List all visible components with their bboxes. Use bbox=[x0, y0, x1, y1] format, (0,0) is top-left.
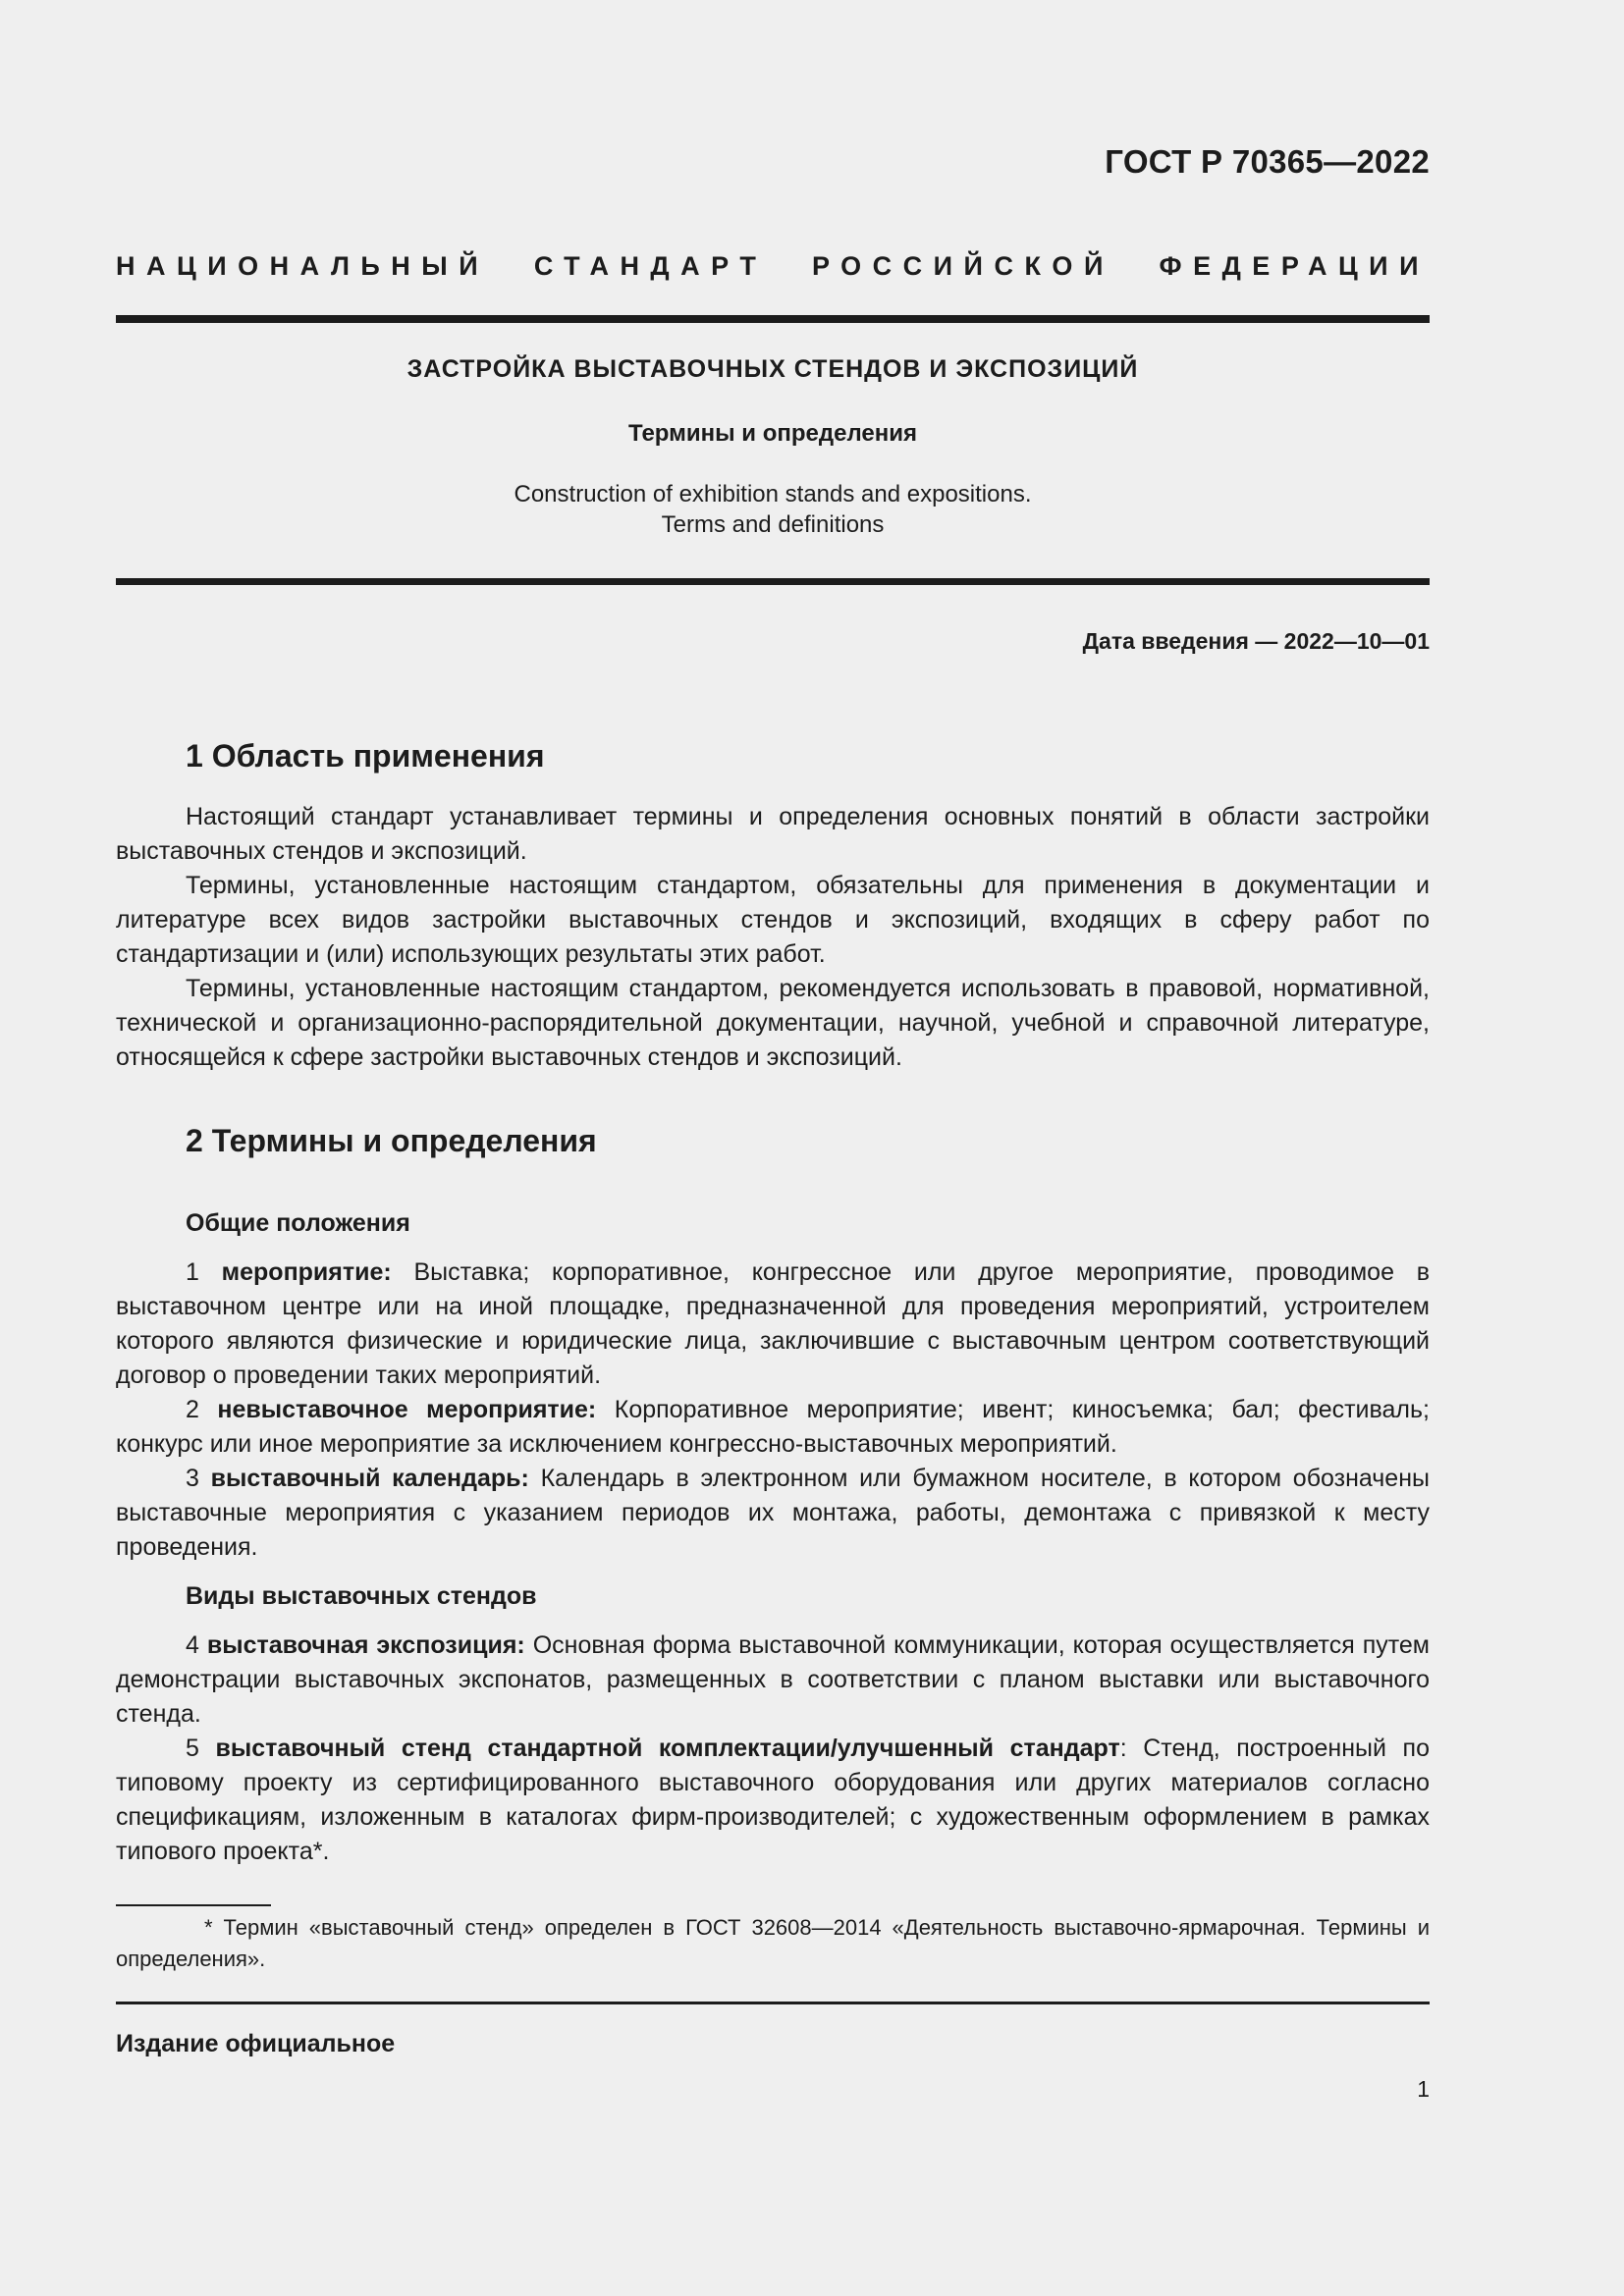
term-entry bbox=[116, 1629, 1430, 1732]
paragraph: Термины, установленные настоящим стандартом, обязательны для применения в документации и литературе всех видов застройки выставочных стендов и экспозиций, входящих в сферу работ по стандартизации и (или) использующих результаты этих работ. bbox=[116, 872, 1430, 968]
terms-stand-types bbox=[116, 1629, 1430, 1869]
english-title bbox=[116, 479, 1430, 540]
subsection-stand-types-heading: Виды выставочных стендов bbox=[186, 1582, 537, 1610]
document-title: ЗАСТРОЙКА ВЫСТАВОЧНЫХ СТЕНДОВ И ЭКСПОЗИЦИЙ bbox=[406, 355, 1139, 383]
english-title-line2: Terms and definitions bbox=[661, 511, 885, 538]
section-2-heading: 2 Термины и определения bbox=[186, 1123, 597, 1158]
subsection-general-heading: Общие положения bbox=[186, 1209, 410, 1237]
term-name: выставочная экспозиция: bbox=[206, 1631, 525, 1659]
terms-general bbox=[116, 1255, 1430, 1565]
edition-label: Издание официальное bbox=[116, 2030, 396, 2057]
term-definition: Календарь в электронном или бумажном носителе, в котором обозначены выставочные мероприятия с указанием периодов их монтажа, работы, демонтажа с привязкой к месту проведения. bbox=[116, 1465, 1430, 1561]
page-number: 1 bbox=[1417, 2076, 1430, 2102]
term-definition: : Стенд, построенный по типовому проекту из сертифицированного выставочного оборудования или других материалов согласно спецификациям, изложенным в каталогах фирм-производителей; с художественным оформлением в рамках типового проекта*. bbox=[116, 1735, 1430, 1865]
term-name: выставочный календарь: bbox=[210, 1465, 529, 1492]
introduction-date: Дата введения — 2022—10—01 bbox=[1082, 628, 1430, 654]
document-subtitle: Термины и определения bbox=[627, 420, 918, 447]
term-name: мероприятие: bbox=[221, 1258, 392, 1286]
term-name: выставочный стенд стандартной комплектации/улучшенный стандарт bbox=[215, 1735, 1120, 1762]
paragraph: Настоящий стандарт устанавливает термины и определения основных понятий в области застройки выставочных стендов и экспозиций. bbox=[116, 803, 1430, 865]
term-name: невыставочное мероприятие: bbox=[217, 1396, 597, 1423]
footnote: * Термин «выставочный стенд» определен в ГОСТ 32608—2014 «Деятельность выставочно-ярмарочная. Термины и определения». bbox=[116, 1915, 1430, 1971]
term-number: 1 bbox=[186, 1258, 199, 1286]
title-divider bbox=[116, 578, 1430, 585]
english-title-line1: Construction of exhibition stands and expositions. bbox=[514, 481, 1032, 507]
footnote-separator bbox=[116, 1904, 271, 1906]
term-definition: Основная форма выставочной коммуникации, которая осуществляется путем демонстрации выставочных экспонатов, размещенных в соответствии с планом выставки или выставочного стенда. bbox=[116, 1631, 1430, 1728]
top-divider bbox=[116, 315, 1430, 323]
national-standard-banner: НАЦИОНАЛЬНЫЙ СТАНДАРТ РОССИЙСКОЙ ФЕДЕРАЦИИ bbox=[116, 251, 1430, 281]
gost-number: ГОСТ Р 70365—2022 bbox=[1105, 143, 1430, 180]
term-entry bbox=[116, 1393, 1430, 1462]
document-page bbox=[116, 0, 1430, 2296]
term-entry bbox=[116, 1732, 1430, 1869]
term-number: 4 bbox=[186, 1631, 199, 1659]
section-1-body bbox=[116, 800, 1430, 1075]
bottom-divider bbox=[116, 2002, 1430, 2004]
term-definition: Выставка; корпоративное, конгрессное или другое мероприятие, проводимое в выставочном центре или на иной площадке, предназначенной для проведения мероприятий, устроителем которого являются физические и юридические лица, заключившие с выставочным центром соответствующий договор о проведении таких мероприятий. bbox=[116, 1258, 1430, 1389]
paragraph: Термины, установленные настоящим стандартом, рекомендуется использовать в правовой, нормативной, технической и организационно-распорядительной документации, научной, учебной и справочной литературе, относящейся к сфере застройки выставочных стендов и экспозиций. bbox=[116, 975, 1430, 1071]
term-entry bbox=[116, 1255, 1430, 1393]
section-1-heading: 1 Область применения bbox=[186, 738, 545, 774]
term-definition: Корпоративное мероприятие; ивент; киносъемка; бал; фестиваль; конкурс или иное мероприятие за исключением конгрессно-выставочных мероприятий. bbox=[116, 1396, 1430, 1458]
term-number: 5 bbox=[186, 1735, 199, 1762]
term-number: 3 bbox=[186, 1465, 199, 1492]
term-entry bbox=[116, 1462, 1430, 1565]
term-number: 2 bbox=[186, 1396, 199, 1423]
